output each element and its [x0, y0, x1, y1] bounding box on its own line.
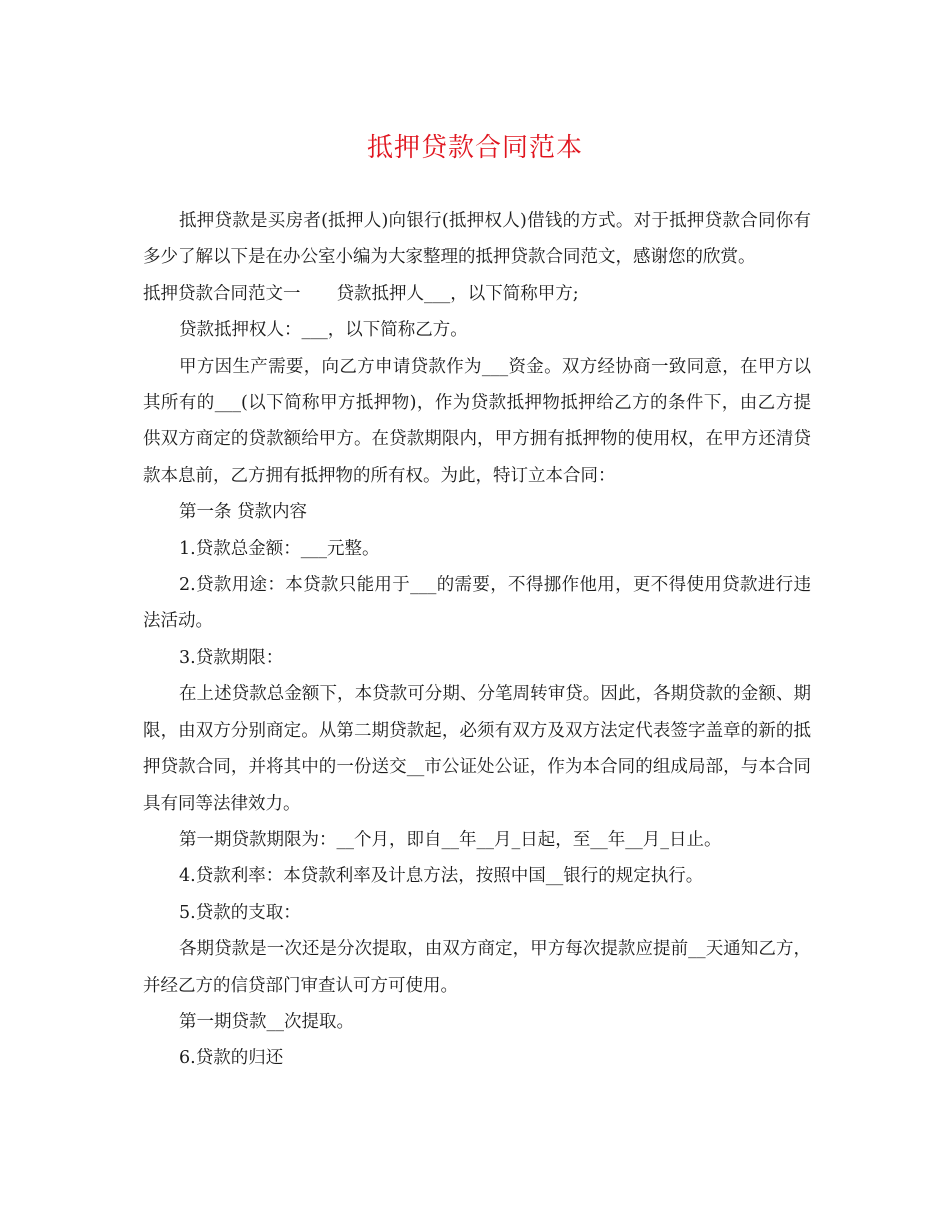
- mortgagee-line: 贷款抵押权人：___，以下简称乙方。: [179, 320, 468, 341]
- clause-2: 2.贷款用途：本贷款只能用于___的需要，不得挪作他用，更不得使用贷款进行违法活动。: [143, 575, 811, 632]
- clause-1: 1.贷款总金额：___元整。: [179, 538, 380, 559]
- mortgagor-line: 贷款抵押人___，以下简称甲方;: [336, 283, 579, 304]
- clause-5: 5.贷款的支取：: [179, 902, 301, 923]
- clause-6: 6.贷款的归还: [179, 1048, 284, 1069]
- document-body: [143, 203, 811, 1077]
- first-period-withdrawal: 第一期贷款__次提取。: [179, 1011, 354, 1032]
- intro-paragraph: 抵押贷款是买房者(抵押人)向银行(抵押权人)借钱的方式。对于抵押贷款合同你有多少了解以下是在办公室小编为大家整理的抵押贷款合同范文，感谢您的欣赏。: [143, 211, 811, 268]
- clause-4: 4.贷款利率：本贷款利率及计息方法，按照中国__银行的规定执行。: [179, 866, 704, 887]
- clause-3-detail: 在上述贷款总金额下，本贷款可分期、分笔周转审贷。因此，各期贷款的金额、期限，由双方分别商定。从第二期贷款起，必须有双方及双方法定代表签字盖章的新的抵押贷款合同，并将其中的一份送交__市公证处公证，作为本合同的组成局部，与本合同具有同等法律效力。: [143, 684, 811, 814]
- clause-3: 3.贷款期限：: [179, 647, 284, 668]
- contract-label: 抵押贷款合同范文一: [143, 283, 301, 304]
- contract-heading-line: [143, 276, 811, 312]
- clause-5-detail: 各期贷款是一次还是分次提取，由双方商定，甲方每次提款应提前__天通知乙方，并经乙方的信贷部门审查认可方可使用。: [143, 939, 811, 996]
- preamble-paragraph: 甲方因生产需要，向乙方申请贷款作为___资金。双方经协商一致同意，在甲方以其所有的___(以下简称甲方抵押物)，作为贷款抵押物抵押给乙方的条件下，由乙方提供双方商定的贷款额给甲方。在贷款期限内，甲方拥有抵押物的使用权，在甲方还清贷款本息前，乙方拥有抵押物的所有权。为此，特订立本合同：: [143, 356, 811, 486]
- document-title: 抵押贷款合同范本: [366, 133, 583, 163]
- first-period-term: 第一期贷款期限为：__个月，即自__年__月_日起，至__年__月_日止。: [179, 829, 722, 850]
- article-1-heading: 第一条 贷款内容: [179, 502, 308, 523]
